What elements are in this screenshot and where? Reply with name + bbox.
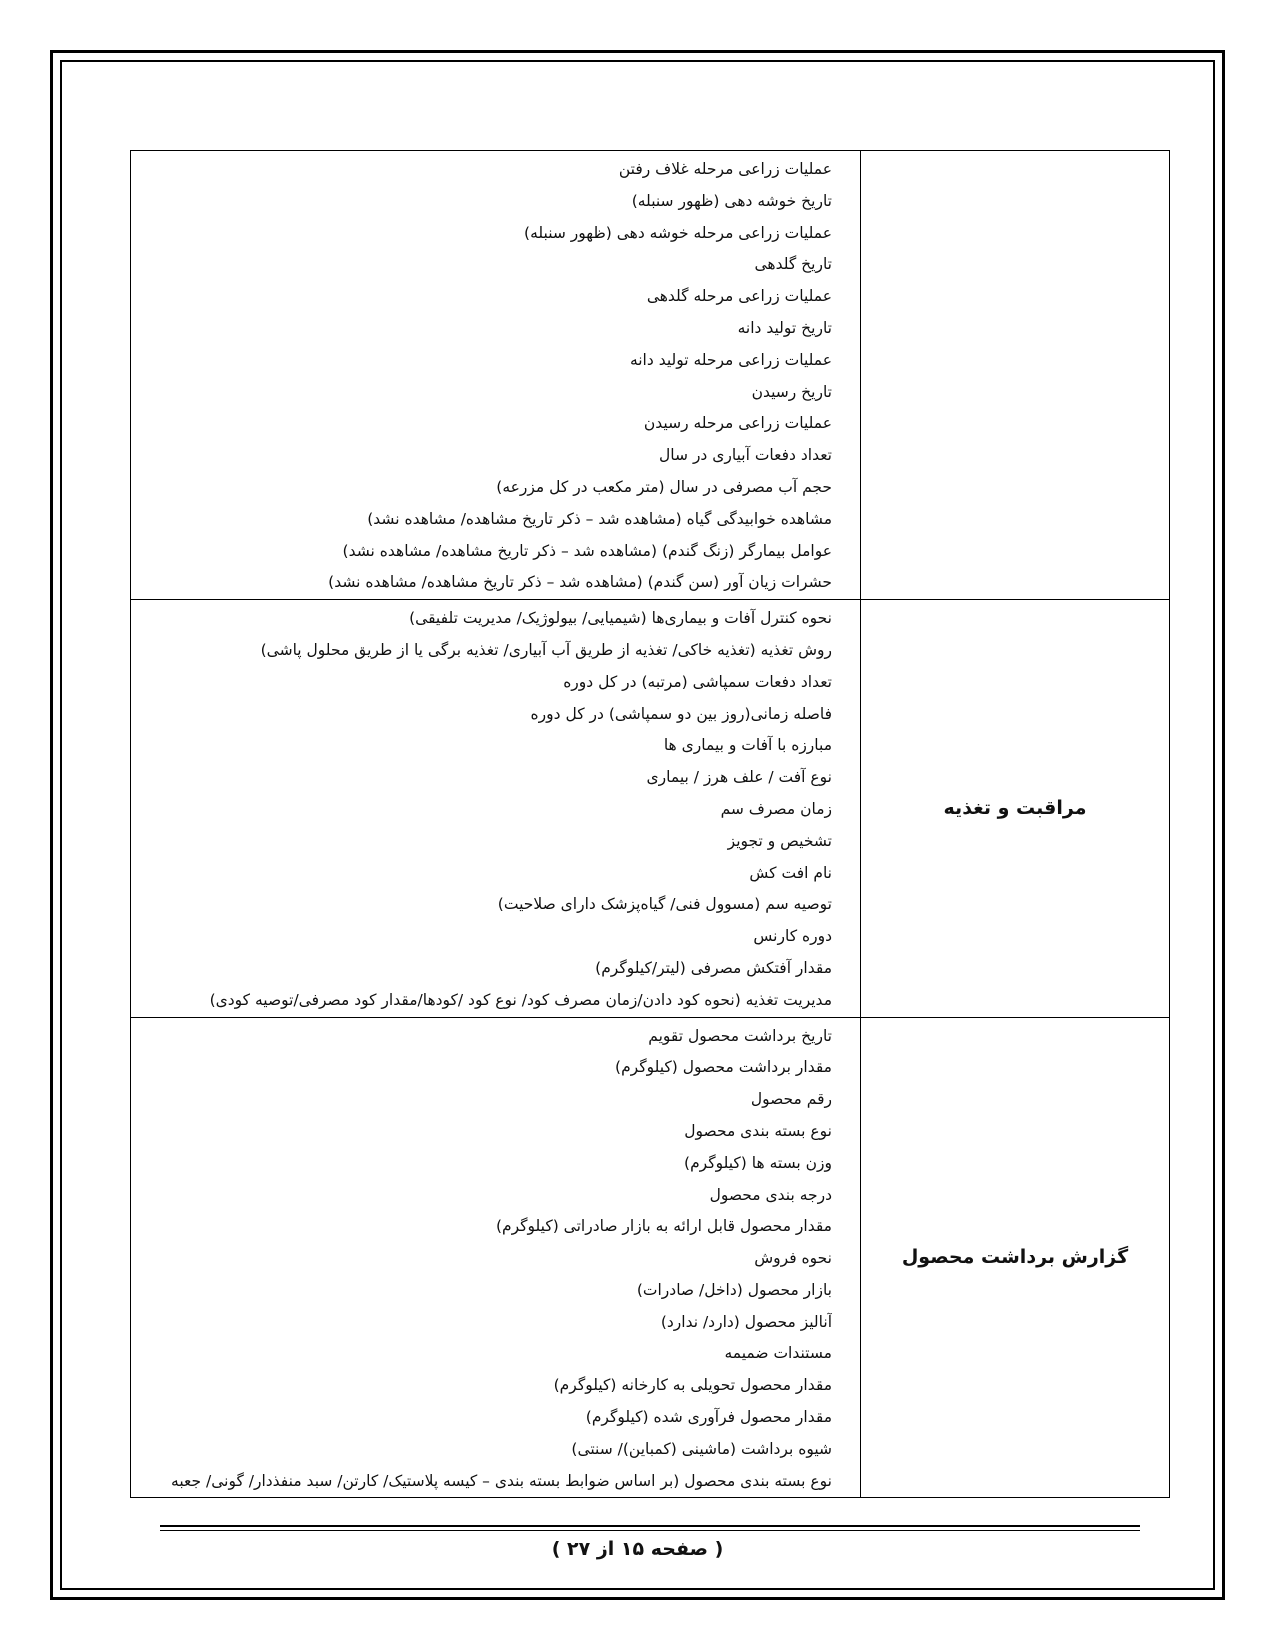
category-cell: گزارش برداشت محصول <box>861 1017 1170 1498</box>
list-item: تعداد دفعات آبیاری در سال <box>659 446 832 465</box>
table-row <box>131 1017 1170 1498</box>
list-item: مبارزه با آفات و بیماری ها <box>663 736 832 755</box>
list-item: نحوه کنترل آفات و بیماری‌ها (شیمیایی/ بیولوژیک/ مدیریت تلفیقی) <box>409 609 832 628</box>
list-item: مقدار محصول فرآوری شده (کیلوگرم) <box>585 1408 832 1427</box>
list-item: عملیات زراعی مرحله رسیدن <box>643 414 832 433</box>
list-item: مقدار محصول تحویلی به کارخانه (کیلوگرم) <box>553 1376 832 1395</box>
category-cell <box>861 151 1170 600</box>
list-item: تاریخ برداشت محصول تقویم <box>648 1026 832 1045</box>
list-item: بازار محصول (داخل/ صادرات) <box>636 1280 832 1299</box>
list-item: مستندات ضمیمه <box>724 1344 832 1363</box>
list-item: نام افت کش <box>749 863 832 882</box>
list-item: وزن بسته ها (کیلوگرم) <box>684 1153 832 1172</box>
list-item: نوع بسته بندی محصول <box>684 1121 832 1140</box>
list-item: نحوه فروش <box>754 1249 832 1268</box>
list-item: تاریخ رسیدن <box>751 382 832 401</box>
list-item: مدیریت تغذیه (نحوه کود دادن/زمان مصرف کود/ نوع کود /کودها/مقدار کود مصرفی/توصیه کودی) <box>209 990 832 1009</box>
list-item: روش تغذیه (تغذیه خاکی/ تغذیه از طریق آب آبیاری/ تغذیه برگی یا از طریق محلول پاشی) <box>260 640 832 659</box>
list-item: عملیات زراعی مرحله غلاف رفتن <box>618 160 832 178</box>
list-item: مقدار برداشت محصول (کیلوگرم) <box>615 1058 832 1077</box>
list-item: درجه بندی محصول <box>709 1185 832 1204</box>
list-item: عوامل بیمارگر (زنگ گندم) (مشاهده شد – ذکر تاریخ مشاهده/ مشاهده نشد) <box>342 541 832 560</box>
list-item: عملیات زراعی مرحله تولید دانه <box>629 350 832 369</box>
list-item: عملیات زراعی مرحله خوشه دهی (ظهور سنبله) <box>524 223 832 242</box>
list-item: تعداد دفعات سمپاشی (مرتبه) در کل دوره <box>563 672 832 691</box>
list-item: حجم آب مصرفی در سال (متر مکعب در کل مزرعه) <box>496 477 832 496</box>
items-cell <box>131 151 861 600</box>
list-item: تشخیص و تجویز <box>727 831 832 850</box>
list-item: حشرات زیان آور (سن گندم) (مشاهده شد – ذکر تاریخ مشاهده/ مشاهده نشد) <box>328 573 832 592</box>
list-item: تاریخ خوشه دهی (ظهور سنبله) <box>631 191 832 210</box>
page-number: ( صفحه ۱۵ از ۲۷ ) <box>551 1538 724 1560</box>
list-item: شیوه برداشت (ماشینی (کمباین)/ سنتی) <box>571 1439 832 1458</box>
list-item: رقم محصول <box>750 1090 832 1109</box>
list-item: نوع بسته بندی محصول (بر اساس ضوابط بسته بندی – کیسه پلاستیک/ کارتن/ سبد منفذدار/ گونی/ جعبه <box>171 1471 832 1490</box>
list-item: دوره کارنس <box>753 927 832 946</box>
list-item: تاریخ گلدهی <box>754 255 832 274</box>
table-row <box>131 600 1170 1017</box>
category-cell: مراقبت و تغذیه <box>861 600 1170 1017</box>
list-item: فاصله زمانی(روز بین دو سمپاشی) در کل دوره <box>530 704 832 723</box>
list-item: تاریخ تولید دانه <box>737 318 832 337</box>
list-item: توصیه سم (مسوول فنی/ گیاه‌پزشک دارای صلاحیت) <box>497 895 832 914</box>
list-item: نوع آفت / علف هرز / بیماری <box>646 768 832 787</box>
list-item: عملیات زراعی مرحله گلدهی <box>646 287 832 306</box>
checklist-table <box>130 150 1170 1498</box>
items-cell <box>131 600 861 1017</box>
footer-divider <box>160 1530 1140 1531</box>
list-item: مقدار محصول قابل ارائه به بازار صادراتی (کیلوگرم) <box>495 1217 832 1236</box>
table-row <box>131 151 1170 600</box>
list-item: مشاهده خوابیدگی گیاه (مشاهده شد – ذکر تاریخ مشاهده/ مشاهده نشد) <box>367 509 832 528</box>
items-cell <box>131 1017 861 1498</box>
list-item: زمان مصرف سم <box>720 799 832 818</box>
list-item: مقدار آفتکش مصرفی (لیتر/کیلوگرم) <box>595 958 832 977</box>
footer-divider <box>160 1525 1140 1527</box>
list-item: آنالیز محصول (دارد/ ندارد) <box>660 1312 832 1331</box>
